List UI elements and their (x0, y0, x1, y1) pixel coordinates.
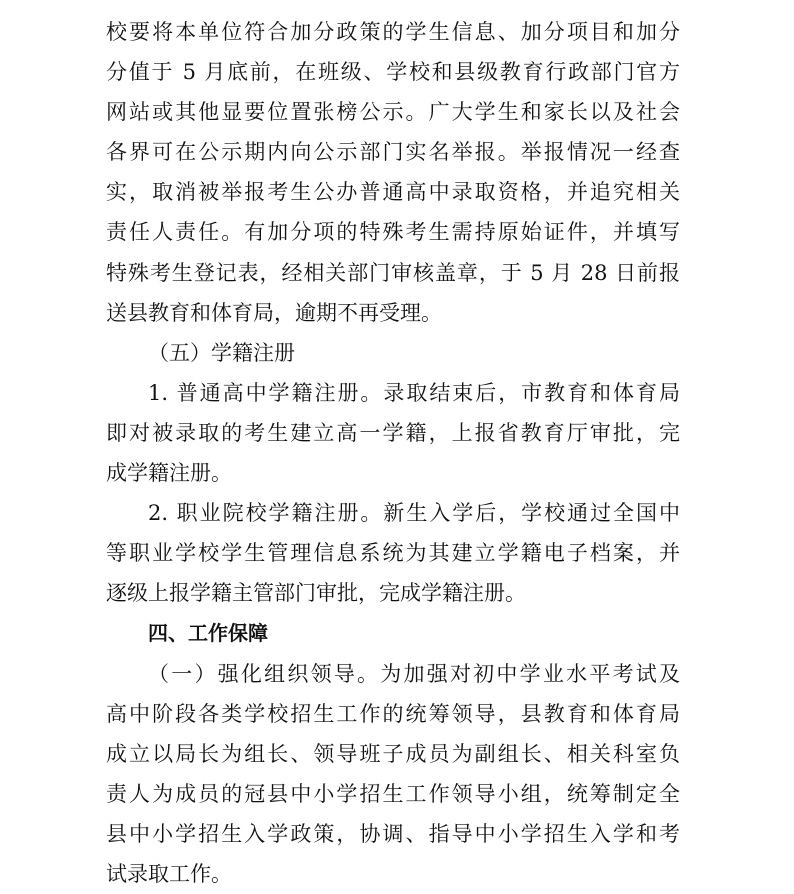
paragraph-line: 各界可在公示期内向公示部门实名举报。举报情况一经查 (106, 140, 680, 165)
section-subheading: （五）学籍注册 (148, 340, 295, 365)
paragraph-line: 校要将本单位符合加分政策的学生信息、加分项目和加分 (106, 20, 680, 44)
paragraph-line: 试录取工作。 (106, 861, 232, 886)
paragraph-line: 责人为成员的冠县中小学招生工作领导小组，统筹制定全 (106, 781, 680, 806)
paragraph-line: 即对被录取的考生建立高一学籍，上报省教育厅审批，完 (106, 420, 680, 445)
document-body (106, 12, 680, 894)
paragraph-line: 2. 职业院校学籍注册。新生入学后，学校通过全国中 (148, 501, 680, 526)
paragraph-line: （一）强化组织领导。为加强对初中学业水平考试及 (148, 661, 680, 686)
paragraph-line: 成立以局长为组长、领导班子成员为副组长、相关科室负 (106, 741, 680, 766)
paragraph-line: 责任人责任。有加分项的特殊考生需持原始证件，并填写 (106, 220, 680, 245)
paragraph-line: 高中阶段各类学校招生工作的统筹领导，县教育和体育局 (106, 701, 680, 726)
section-heading: 四、工作保障 (148, 621, 268, 646)
paragraph-line: 特殊考生登记表，经相关部门审核盖章，于 5 月 28 日前报 (106, 260, 680, 285)
paragraph-line: 1. 普通高中学籍注册。录取结束后，市教育和体育局 (148, 380, 680, 405)
paragraph-line: 县中小学招生入学政策，协调、指导中小学招生入学和考 (106, 821, 680, 846)
paragraph-line: 成学籍注册。 (106, 461, 232, 486)
paragraph-line: 实，取消被举报考生公办普通高中录取资格，并追究相关 (106, 180, 680, 205)
paragraph-line: 送县教育和体育局，逾期不再受理。 (106, 300, 442, 325)
paragraph-line: 分值于 5 月底前，在班级、学校和县级教育行政部门官方 (106, 60, 680, 85)
paragraph-line: 网站或其他显要位置张榜公示。广大学生和家长以及社会 (106, 100, 680, 125)
paragraph-line: 逐级上报学籍主管部门审批，完成学籍注册。 (106, 581, 526, 606)
paragraph-line: 等职业学校学生管理信息系统为其建立学籍电子档案，并 (106, 541, 680, 566)
